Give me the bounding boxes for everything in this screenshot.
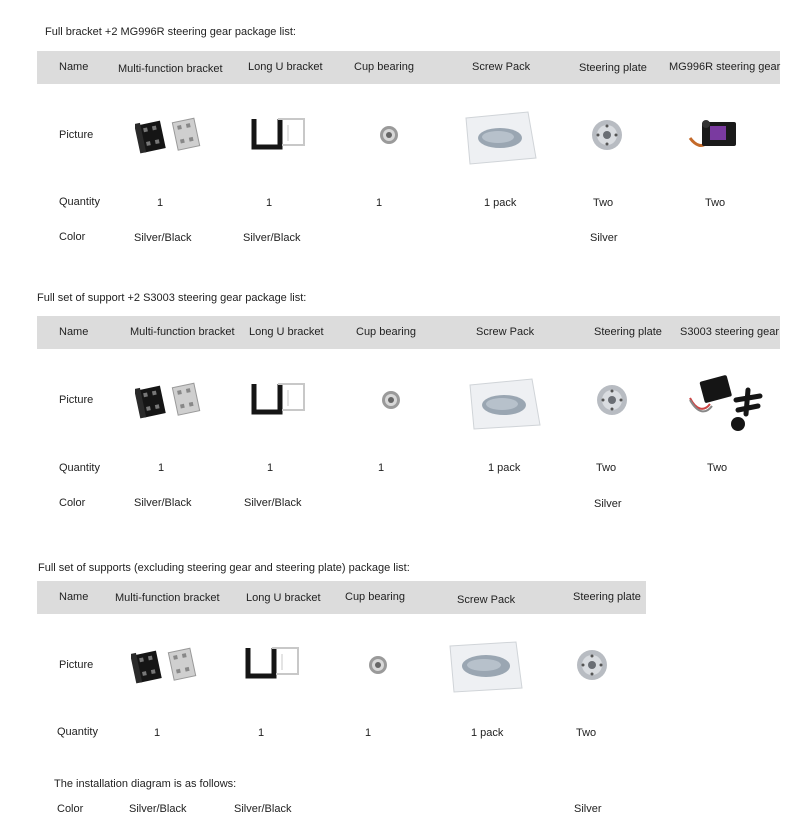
multi-function-bracket-icon xyxy=(135,112,205,158)
color-value: Silver/Black xyxy=(129,803,187,815)
multi-function-bracket-icon xyxy=(135,377,205,423)
column-header: Long U bracket xyxy=(248,61,323,73)
column-header: Steering plate xyxy=(573,591,641,603)
screw-pack-icon xyxy=(462,373,544,433)
section-title: Full bracket +2 MG996R steering gear package list: xyxy=(45,26,296,38)
quantity-value: 1 xyxy=(258,727,265,739)
cup-bearing-icon xyxy=(380,389,402,411)
column-header: Steering plate xyxy=(594,326,662,338)
cup-bearing-icon xyxy=(378,124,400,146)
row-label-picture: Picture xyxy=(59,659,94,671)
long-u-bracket-icon xyxy=(242,644,304,684)
multi-function-bracket-icon xyxy=(131,642,201,688)
quantity-value: Two xyxy=(705,197,726,209)
quantity-value: 1 xyxy=(157,197,164,209)
quantity-value: 1 xyxy=(378,462,385,474)
column-header: S3003 steering gear xyxy=(680,326,780,338)
quantity-value: 1 xyxy=(376,197,383,209)
long-u-bracket-icon xyxy=(248,380,310,420)
quantity-value: 1 xyxy=(365,727,372,739)
quantity-value: 1 pack xyxy=(471,727,504,739)
s3003-servo-icon xyxy=(686,370,766,434)
steering-plate-icon xyxy=(595,383,629,417)
section-title: Full set of support +2 S3003 steering gear package list: xyxy=(37,292,307,304)
quantity-value: 1 xyxy=(158,462,165,474)
color-value: Silver/Black xyxy=(234,803,292,815)
column-header: Cup bearing xyxy=(345,591,405,603)
color-value: Silver xyxy=(590,232,618,244)
row-label-quantity: Quantity xyxy=(59,196,100,208)
row-label-color: Color xyxy=(59,497,86,509)
color-value: Silver xyxy=(594,498,622,510)
color-value: Silver xyxy=(574,803,602,815)
column-header: Long U bracket xyxy=(249,326,324,338)
row-label-name: Name xyxy=(59,326,89,338)
column-header: Screw Pack xyxy=(472,61,531,73)
color-value: Silver/Black xyxy=(244,497,302,509)
color-value: Silver/Black xyxy=(243,232,301,244)
column-header: Multi-function bracket xyxy=(115,592,220,604)
installation-note: The installation diagram is as follows: xyxy=(54,778,237,790)
steering-plate-icon xyxy=(575,648,609,682)
column-header: MG996R steering gear xyxy=(669,61,781,73)
quantity-value: Two xyxy=(707,462,728,474)
column-header: Cup bearing xyxy=(356,326,416,338)
quantity-value: Two xyxy=(593,197,614,209)
column-header: Steering plate xyxy=(579,62,647,74)
column-header: Cup bearing xyxy=(354,61,414,73)
color-value: Silver/Black xyxy=(134,497,192,509)
row-label-quantity: Quantity xyxy=(57,726,98,738)
screw-pack-icon xyxy=(444,636,526,696)
cup-bearing-icon xyxy=(367,654,389,676)
mg996r-servo-icon xyxy=(688,112,744,156)
section-title: Full set of supports (excluding steering gear and steering plate) package list: xyxy=(38,562,410,574)
row-label-color: Color xyxy=(57,803,84,815)
column-header: Multi-function bracket xyxy=(118,63,223,75)
quantity-value: 1 xyxy=(267,462,274,474)
column-header: Screw Pack xyxy=(476,326,535,338)
quantity-value: 1 xyxy=(154,727,161,739)
row-label-picture: Picture xyxy=(59,394,94,406)
column-header: Long U bracket xyxy=(246,592,321,604)
quantity-value: 1 pack xyxy=(488,462,521,474)
column-header: Multi-function bracket xyxy=(130,326,235,338)
screw-pack-icon xyxy=(458,108,540,168)
quantity-value: 1 pack xyxy=(484,197,517,209)
long-u-bracket-icon xyxy=(248,115,310,155)
steering-plate-icon xyxy=(590,118,624,152)
quantity-value: Two xyxy=(596,462,617,474)
row-label-name: Name xyxy=(59,61,89,73)
row-label-name: Name xyxy=(59,591,89,603)
color-value: Silver/Black xyxy=(134,232,192,244)
column-header: Screw Pack xyxy=(457,594,516,606)
row-label-quantity: Quantity xyxy=(59,462,100,474)
row-label-picture: Picture xyxy=(59,129,94,141)
quantity-value: 1 xyxy=(266,197,273,209)
row-label-color: Color xyxy=(59,231,86,243)
quantity-value: Two xyxy=(576,727,597,739)
